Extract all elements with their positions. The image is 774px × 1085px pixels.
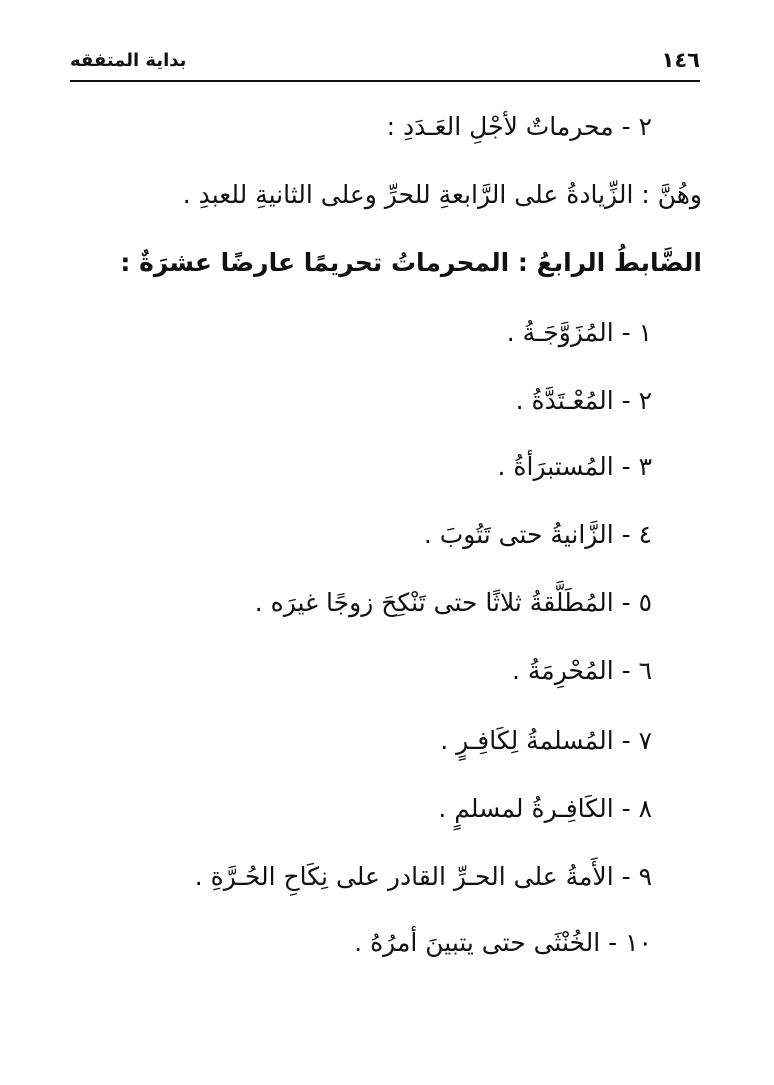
- list-item: ٥ - المُطَلَّقةُ ثلاثًا حتى تَنْكِحَ زوجًا غيرَه .: [254, 588, 652, 617]
- page-header: [70, 48, 700, 84]
- list-item: ٧ - المُسلمةُ لِكَافِـرٍ .: [440, 726, 652, 755]
- header-divider: [70, 80, 700, 82]
- rule-heading: الضَّابطُ الرابعُ : المحرماتُ تحريمًا عارضًا عشرَةٌ :: [120, 248, 702, 277]
- book-title: بداية المتفقه: [70, 50, 187, 71]
- list-item: ٩ - الأَمةُ على الحـرِّ القادر على نِكَاحِ الحُـرَّةِ .: [194, 862, 652, 891]
- list-item: ٦ - المُحْرِمَةُ .: [512, 656, 652, 685]
- section-item: ٢ - محرماتٌ لأجْلِ العَـدَدِ :: [386, 112, 652, 141]
- list-item: ١٠ - الخُنْثَى حتى يتبينَ أمرُهُ .: [354, 928, 652, 957]
- list-item: ٤ - الزَّانيةُ حتى تَتُوبَ .: [423, 520, 652, 549]
- page-number: ١٤٦: [661, 48, 700, 72]
- list-item: ٢ - المُعْـتَدَّةُ .: [515, 386, 652, 415]
- explanation-paragraph: وهُنَّ : الزِّيادةُ على الرَّابعةِ للحرِّ وعلى الثانيةِ للعبدِ .: [182, 180, 702, 209]
- list-item: ٨ - الكَافِـرةُ لمسلمٍ .: [438, 794, 652, 823]
- list-item: ٣ - المُستبرَأةُ .: [497, 452, 652, 481]
- list-item: ١ - المُزَوَّجَـةُ .: [506, 318, 652, 347]
